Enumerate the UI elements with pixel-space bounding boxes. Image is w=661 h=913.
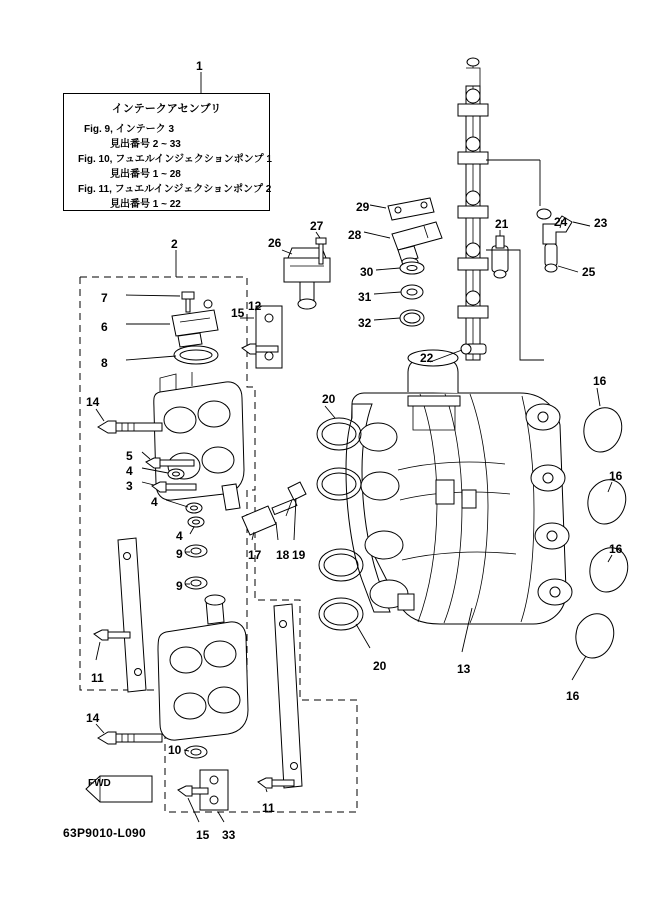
bolt-14-lower	[98, 732, 162, 744]
callout-31: 31	[358, 290, 372, 304]
callout-28: 28	[348, 228, 362, 242]
diagram-part-number: 63P9010-L090	[63, 826, 146, 840]
rail-11-left	[118, 538, 146, 692]
sensor-28	[392, 222, 442, 266]
callout-6: 6	[101, 320, 108, 334]
bolt-14-upper	[98, 421, 162, 433]
washer-9a	[185, 545, 207, 557]
callout-29: 29	[356, 200, 370, 214]
bolt-11-left	[94, 630, 130, 640]
callout-13: 13	[457, 662, 471, 676]
callout-11: 11	[91, 671, 104, 685]
callout-2: 2	[171, 237, 178, 251]
callout-16: 16	[566, 689, 580, 703]
legend-row-2-label: Fig. 11, フュエルインジェクションポンプ 2	[78, 184, 272, 195]
callout-21: 21	[495, 217, 509, 231]
callout-4: 4	[126, 464, 133, 478]
callout-25: 25	[582, 265, 596, 279]
callout-14: 14	[86, 711, 100, 725]
washer-10	[185, 746, 207, 758]
rail-11-right	[274, 604, 302, 788]
fuel-rail	[458, 58, 488, 360]
legend-box	[63, 93, 270, 211]
callout-23: 23	[594, 216, 608, 230]
legend-row-0-label: Fig. 9, インテーク 3	[84, 124, 175, 135]
callout-4: 4	[151, 495, 158, 509]
callout-5: 5	[126, 449, 133, 463]
bolt-5	[146, 458, 194, 468]
callout-9: 9	[176, 579, 183, 593]
bracket-12	[256, 306, 282, 368]
callout-9: 9	[176, 547, 183, 561]
bolt-11-right	[258, 778, 294, 788]
callout-18: 18	[276, 548, 290, 562]
callout-24: 24	[554, 215, 568, 229]
callout-17: 17	[248, 548, 262, 562]
callout-16: 16	[609, 469, 623, 483]
legend-title: インテークアセンブリ	[111, 103, 222, 115]
nut-4a	[168, 469, 184, 479]
callout-22: 22	[420, 351, 434, 365]
legend-row-1-sub: 見出番号 1 ~ 28	[110, 169, 181, 180]
gasket-8	[174, 346, 218, 364]
callout-19: 19	[292, 548, 306, 562]
callout-32: 32	[358, 316, 372, 330]
callout-20: 20	[322, 392, 336, 406]
callout-33: 33	[222, 828, 236, 842]
callout-12: 12	[248, 299, 262, 313]
callout-10: 10	[168, 743, 182, 757]
nut-4b	[186, 503, 202, 513]
callout-16: 16	[593, 374, 607, 388]
callout-16: 16	[609, 542, 623, 556]
oring-32	[400, 310, 424, 326]
callout-15: 15	[231, 306, 245, 320]
bracket-29	[388, 198, 434, 220]
callout-30: 30	[360, 265, 374, 279]
gasket-group-16	[576, 408, 628, 658]
injector-21	[492, 236, 508, 278]
fwd-label: FWD	[88, 778, 111, 789]
callout-26: 26	[268, 236, 282, 250]
legend-row-1-label: Fig. 10, フュエルインジェクションポンプ 1	[78, 154, 272, 165]
callout-20: 20	[373, 659, 387, 673]
callout-7: 7	[101, 291, 108, 305]
nut-4c	[188, 517, 204, 527]
callout-27: 27	[310, 219, 324, 233]
callout-11: 11	[262, 801, 275, 815]
bolt-7	[182, 292, 194, 312]
actuator-17-18-19	[242, 482, 306, 535]
bolt-15-lower	[178, 786, 208, 796]
callout-8: 8	[101, 356, 108, 370]
grommet-31	[401, 285, 423, 299]
legend-row-2-sub: 見出番号 1 ~ 22	[110, 199, 181, 210]
intake-manifold	[346, 350, 572, 624]
washer-30	[400, 262, 424, 274]
callout-14: 14	[86, 395, 100, 409]
callout-15: 15	[196, 828, 210, 842]
pipe-22	[461, 344, 486, 354]
sensor-6	[172, 300, 218, 347]
callout-3: 3	[126, 479, 133, 493]
callout-4: 4	[176, 529, 183, 543]
legend-row-0-sub: 見出番号 2 ~ 33	[110, 139, 181, 150]
bolt-3	[152, 482, 196, 492]
washer-9b	[185, 577, 207, 589]
throttle-body-lower	[158, 595, 248, 740]
bolt-15-upper	[242, 344, 278, 354]
callout-1: 1	[196, 59, 203, 73]
